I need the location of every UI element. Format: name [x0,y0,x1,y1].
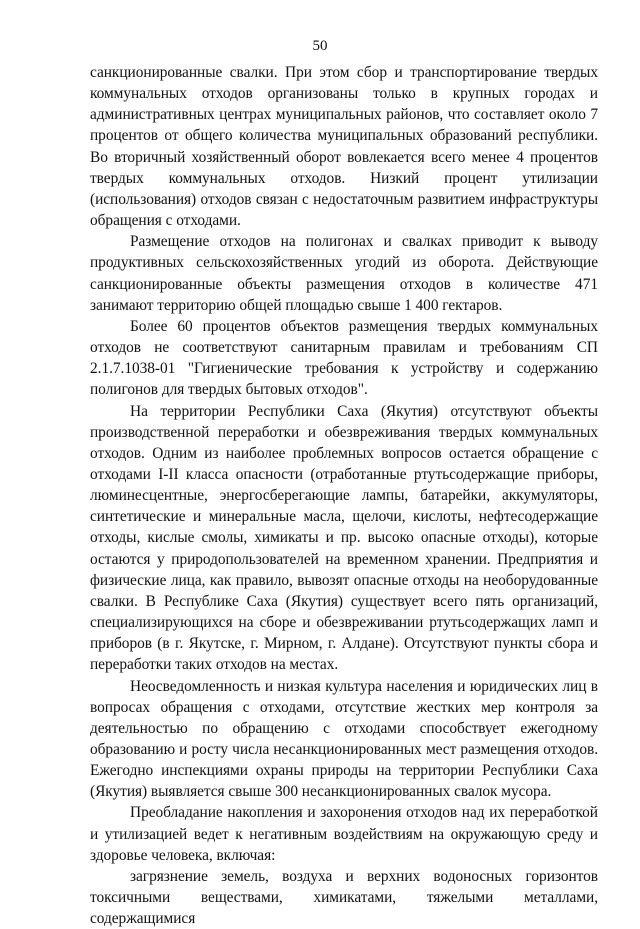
paragraph: Более 60 процентов объектов размещения твердых коммунальных отходов не соответствуют санитарным правилам и требованиям СП 2.1.7.1038-01 "Гигиенические требования к устройству и содержанию полигонов для твердых бытовых отходов". [90,317,598,399]
paragraph: Размещение отходов на полигонах и свалках приводит к выводу продуктивных сельскохозяйственных угодий из оборота. Действующие санкционированные объекты размещения отходов в количестве 471 занимают территорию общей площадью свыше 1 400 гектаров. [90,233,598,314]
page-number: 50 [312,38,328,54]
paragraph: Преобладание накопления и захоронения отходов над их переработкой и утилизацией ведет к негативным воздействиям на окружающую среду и здоровье человека, включая: [90,804,598,864]
paragraph: загрязнение земель, воздуха и верхних водоносных горизонтов токсичными веществами, химикатами, тяжелыми металлами, содержащимися [90,867,598,928]
paragraph: санкционированные свалки. При этом сбор и транспортирование твердых коммунальных отходов организованы только в крупных городах и административных центрах муниципальных районов, что составляет около 7 процентов от общего количества муниципальных образований республики. Во вторичный хозяйственный оборот вовлекается всего менее 4 процентов твердых коммунальных отходов. Низкий процент утилизации (использования) отходов связан с недостаточным развитием инфраструктуры обращения с отходами. [90,64,598,230]
paragraph: Неосведомленность и низкая культура населения и юридических лиц в вопросах обращения с отходами, отсутствие жестких мер контроля за деятельностью по обращению с отходами способствует ежегодному образованию и росту числа несанкционированных мест размещения отходов. Ежегодно инспекциями охраны природы на территории Республики Саха (Якутия) выявляется свыше 300 несанкционированных свалок мусора. [90,677,598,801]
body-text [90,62,598,929]
paragraph: На территории Республики Саха (Якутия) отсутствуют объекты производственной переработки и обезвреживания твердых коммунальных отходов. Одним из наиболее проблемных вопросов остается обращение с отходами I-II класса опасности (отработанные ртутьсодержащие приборы, люминесцентные, энергосберегающие лампы, батарейки, аккумуляторы, синтетические и минеральные масла, щелочи, кислоты, нефтесодержащие отходы, кислые смолы, химикаты и пр. высоко опасные отходы), которые остаются у природопользователей на временном хранении. Предприятия и физические лица, как правило, вывозят опасные отходы на необорудованные свалки. В Республике Саха (Якутия) существует всего пять организаций, специализирующихся на сборе и обезвреживании ртутьсодержащих ламп и приборов (в г. Якутске, г. Мирном, г. Алдане). Отсутствуют пункты сбора и переработки таких отходов на местах. [90,402,598,674]
